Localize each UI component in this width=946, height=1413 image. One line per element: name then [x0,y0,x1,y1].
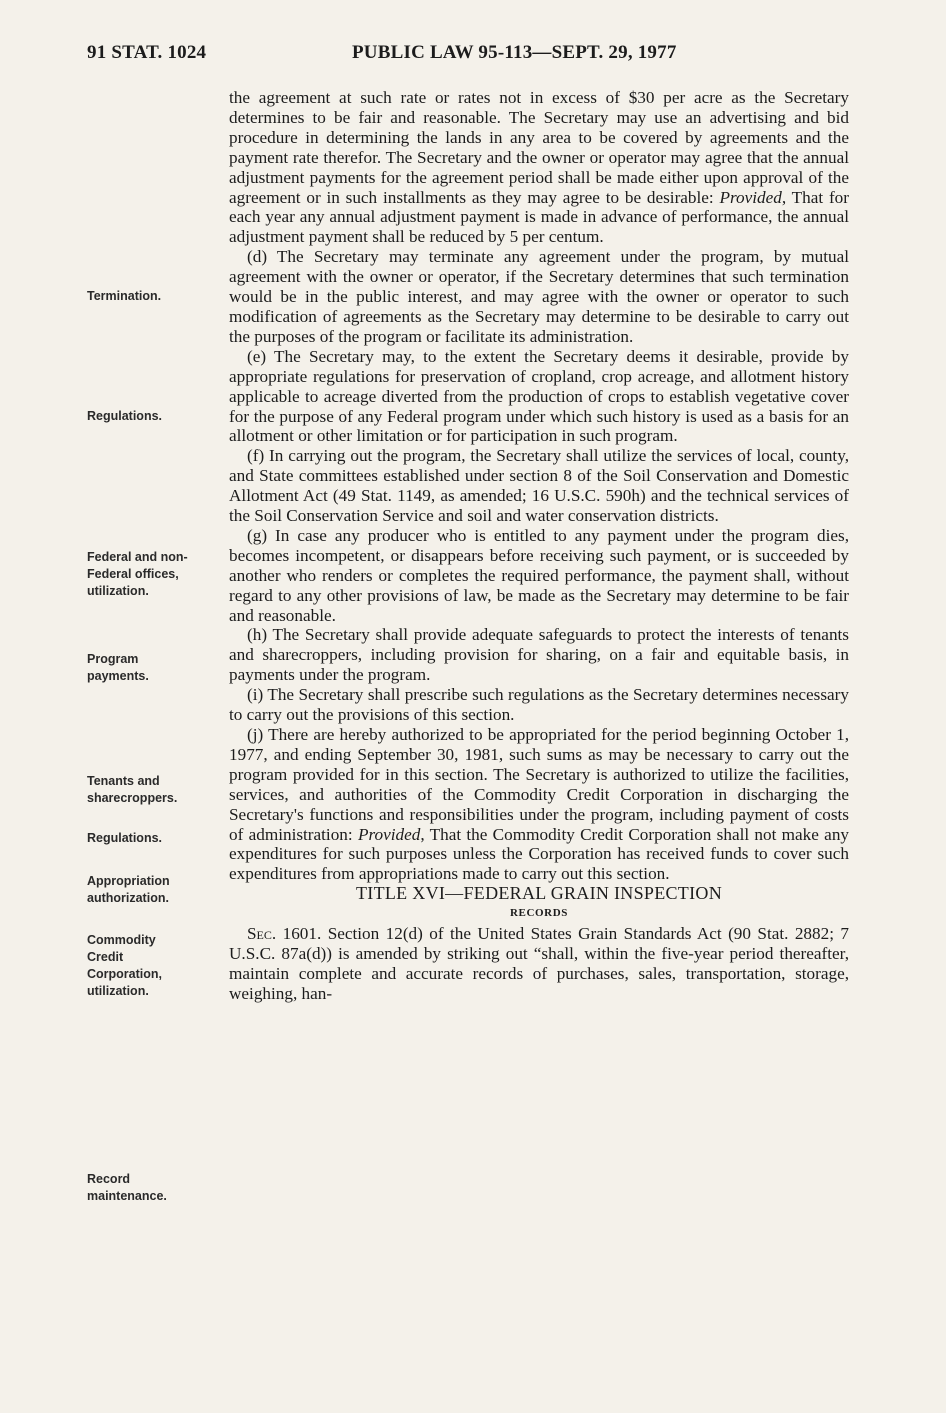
subsection-h: (h) The Secretary shall provide adequate safeguards to protect the interests of tenants and sharecroppers, including provision for sharing, on a fair and equitable basis, in payments under the program. [229,625,849,685]
subsection-g: (g) In case any producer who is entitled to any payment under the program dies, becomes incompetent, or disappears before receiving such payment, or is succeeded by another who renders or completes the required performance, the payment shall, without regard to any other provisions of law, be made as the Secretary may determine to be fair and reasonable. [229,525,849,625]
body-text [229,88,849,1004]
subsection-i: (i) The Secretary shall prescribe such regulations as the Secretary determines necessary to carry out the provisions of this section. [229,685,849,725]
section-1601: Sec. 1601. Section 12(d) of the United States Grain Standards Act (90 Stat. 2882; 7 U.S.C. 87a(d)) is amended by striking out “shall, within the five-year period thereafter, maintain complete and accurate records of purchases, sales, transportation, storage, weighing, han- [229,924,849,1003]
margin-note-program-payments: Program payments. [87,652,149,683]
subsection-e: (e) The Secretary may, to the extent the Secretary deems it desirable, provide by appropriate regulations for preservation of cropland, crop acreage, and allotment history applicable to acreage diverted from the production of crops to establish vegetative cover for the purpose of any Federal program under which such history is used as a basis for an allotment or other limitation or for participation in such program. [229,346,849,446]
subsection-j: (j) There are hereby authorized to be appropriated for the period beginning October 1, 1977, and ending September 30, 1981, such sums as may be necessary to carry out the program provided for in this section. The Secretary is authorized to utilize the facilities, services, and authorities of the Commodity Credit Corporation in discharging the Secretary's functions and responsibilities under the program, including payment of costs of administration: Provided, That the Commodity Credit Corporation shall not make any expenditures for such purposes unless the Corporation has received funds to cover such expenditures from appropriations made to carry out this section. [229,725,850,884]
paragraph-continuation: the agreement at such rate or rates not in excess of $30 per acre as the Secretary determines to be fair and reasonable. The Secretary may use an advertising and bid procedure in determining the lands in any area to be covered by agreements and the payment rate therefor. The Secretary and the owner or operator may agree that the annual adjustment payments for the agreement period shall be made either upon approval of the agreement or in such installments as they may agree to be desirable: Provided, That for each year any annual adjustment payment is made in advance of performance, the annual adjustment payment shall be reduced by 5 per centum. [229,88,849,247]
margin-note-tenants: Tenants and sharecroppers. [87,774,178,805]
section-subheading: RECORDS [510,907,568,920]
margin-note-ccc: Commodity Credit Corporation, utilization. [87,933,162,998]
subsection-d: (d) The Secretary may terminate any agreement under the program, by mutual agreement with the owner or operator, if the Secretary determines that such termination would be in the public interest, and may agree with the owner or operator to such modification of agreements as the Secretary may determine to be desirable to carry out the purposes of the program or facilitate its administration. [229,247,849,346]
statute-page-number: 91 STAT. 1024 [87,42,207,63]
margin-note-appropriation: Appropriation authorization. [87,874,170,905]
margin-note-federal-offices: Federal and non-Federal offices, utilization. [87,550,188,598]
running-header: PUBLIC LAW 95-113—SEPT. 29, 1977 [352,42,677,63]
margin-note-termination: Termination. [87,289,162,303]
title-heading: TITLE XVI—FEDERAL GRAIN INSPECTION [356,883,722,904]
margin-note-regulations: Regulations. [87,409,163,423]
subsection-f: (f) In carrying out the program, the Secretary shall utilize the services of local, county, and State committees established under section 8 of the Soil Conservation and Domestic Allotment Act (49 Stat. 1149, as amended; 16 U.S.C. 590h) and the technical services of the Soil Conservation Service and soil and water conservation districts. [229,446,849,526]
margin-note-regulations-i: Regulations. [87,831,163,845]
margin-note-record-maintenance: Record maintenance. [87,1172,167,1203]
